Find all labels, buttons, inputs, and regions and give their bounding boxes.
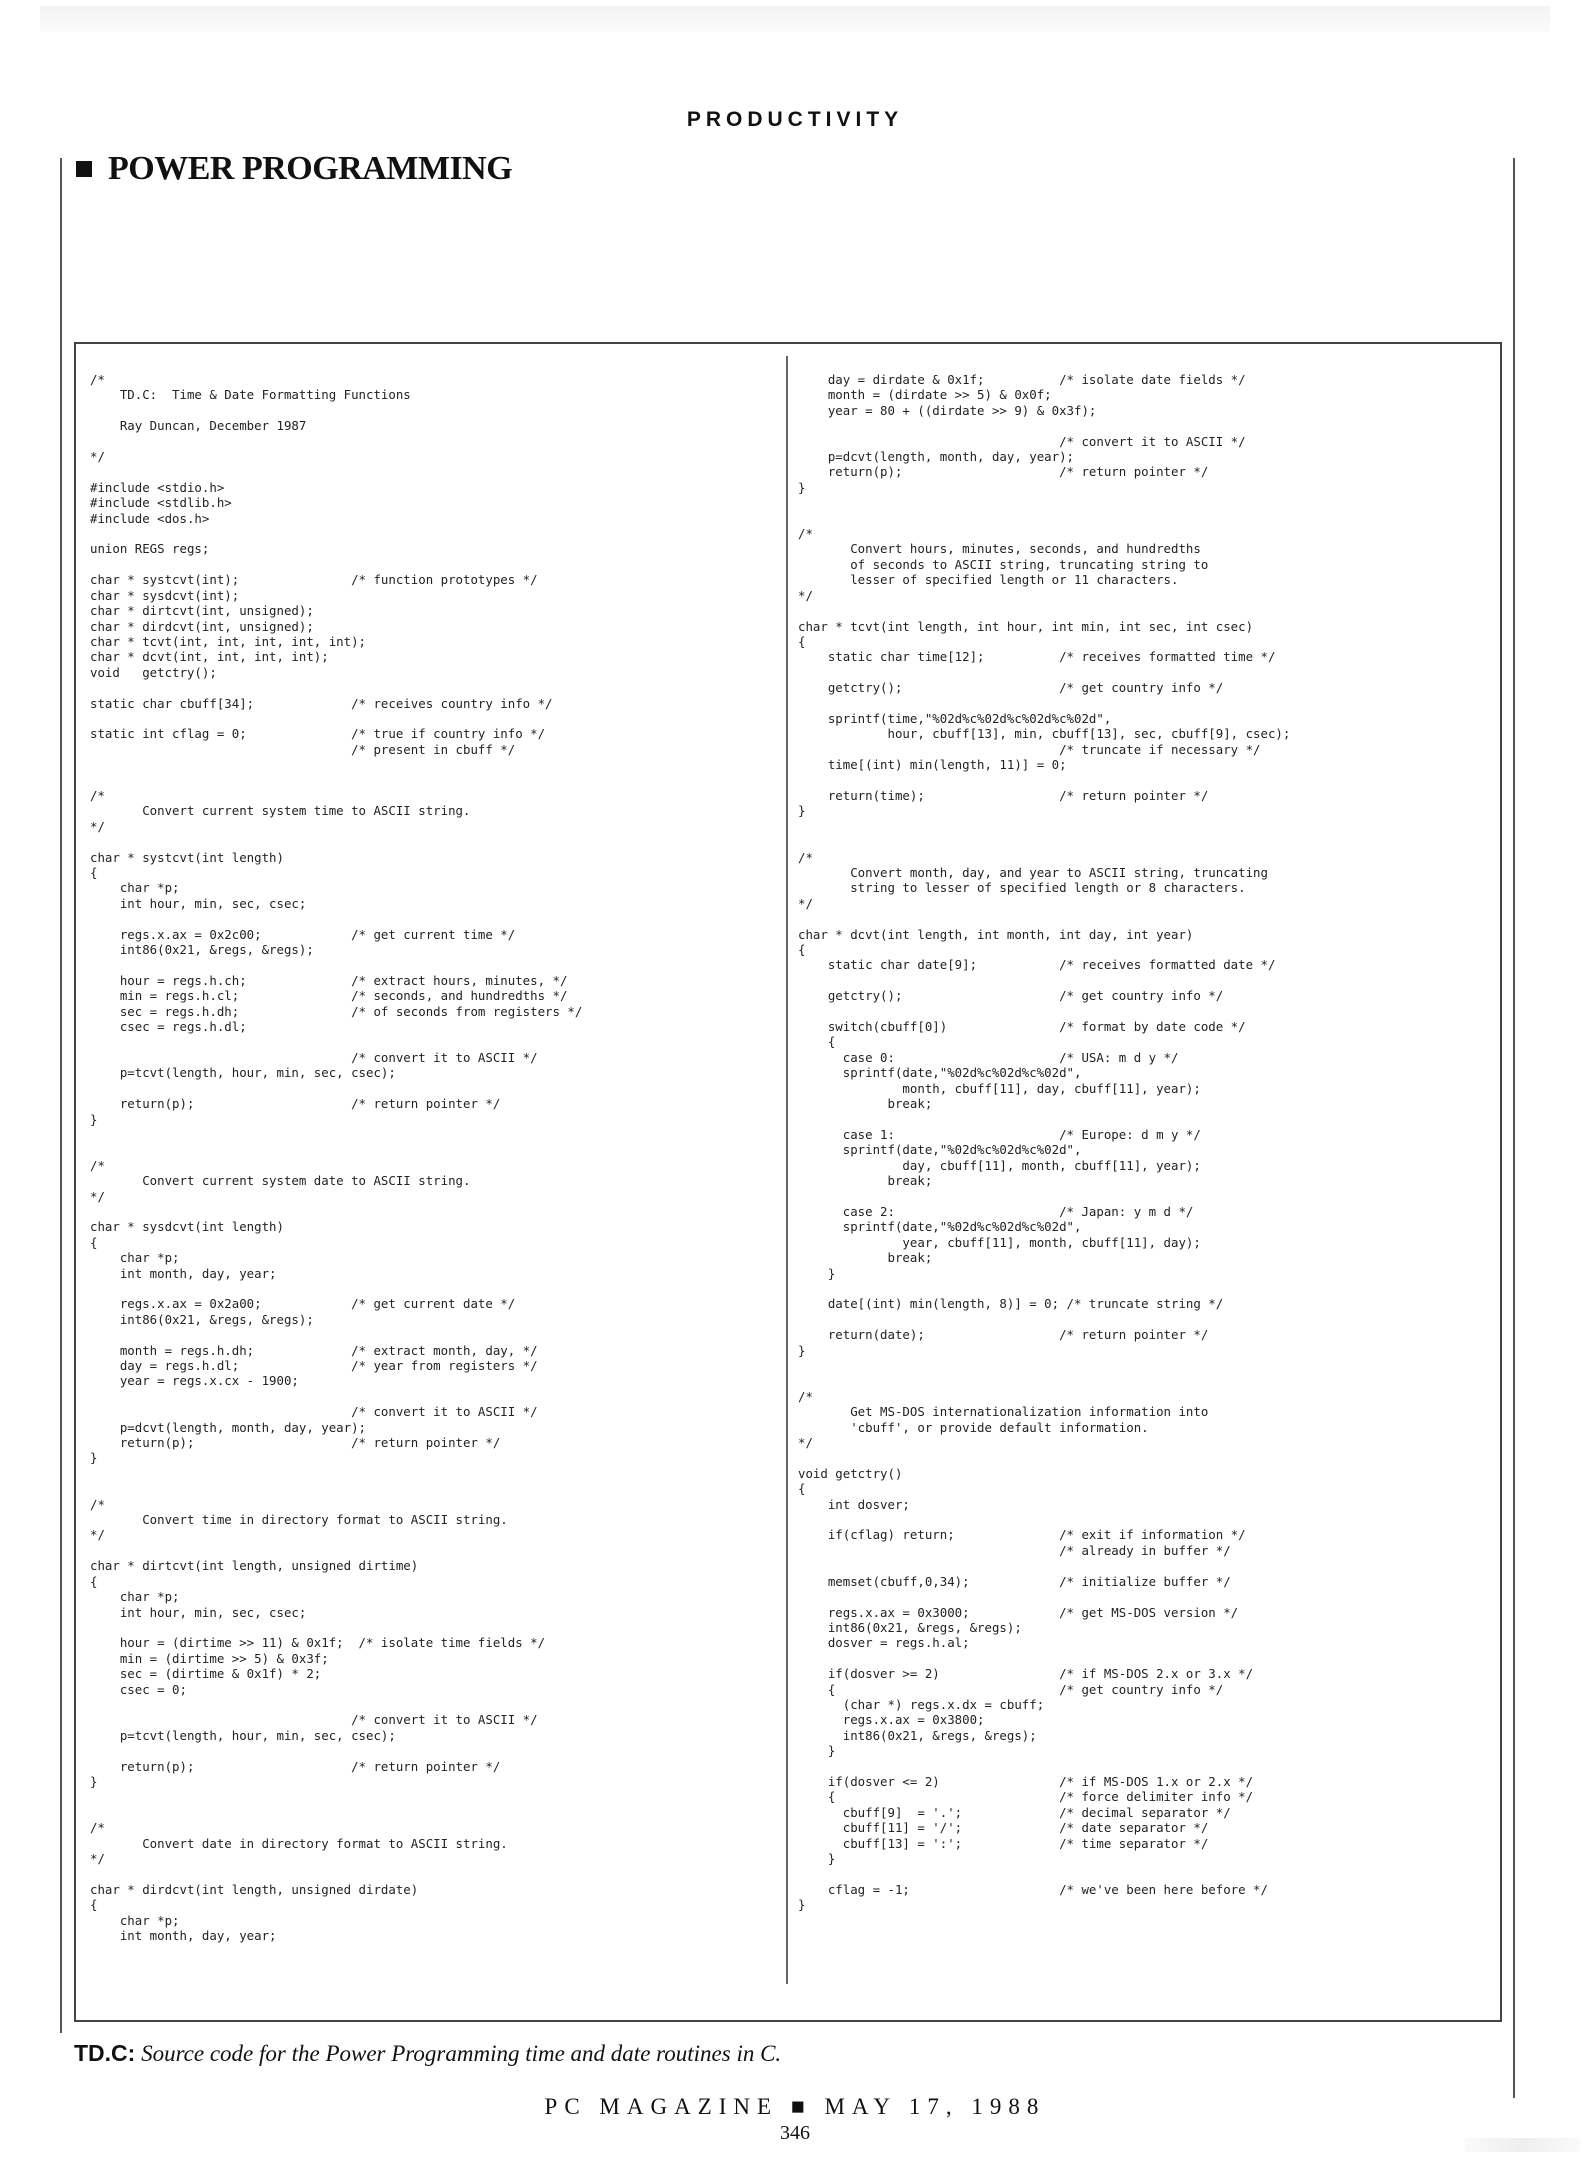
publication-footer: PC MAGAZINE ■ MAY 17, 1988 (544, 2094, 1046, 2119)
article-heading (76, 150, 512, 188)
left-rule (60, 158, 62, 2033)
code-column-right: day = dirdate & 0x1f; /* isolate date fields */ month = (dirdate >> 5) & 0x0f; year = 80 + ((dirdate >> 9) & 0x3f); /* convert it to ASCII */ p=dcvt(length, month, day, year); return(p); /* return pointer */ } /* Convert hours, minutes, seconds, and hundredths of seconds to ASCII string, truncating string to lesser of specified length or 11 characters. */ char * tcvt(int length, int hour, int min, int sec, int csec) { static char time[12]; /* receives formatted time */ getctry(); /* get country info */ sprintf(time,"%02d%c%02d%c%02d%c%02d", hour, cbuff[13], min, cbuff[13], sec, cbuff[9], csec); /* truncate if necessary */ time[(int) min(length, 11)] = 0; return(time); /* return pointer */ } /* Convert month, day, and year to ASCII string, truncating string to lesser of specified length or 8 characters. */ char * dcvt(int length, int month, int day, int year) { static char date[9]; /* receives formatted date */ getctry(); /* get country info */ switch(cbuff[0]) /* format by date code */ { case 0: /* USA: m d y */ sprintf(date,"%02d%c%02d%c%02d", month, cbuff[11], day, cbuff[11], year); break; case 1: /* Europe: d m y */ sprintf(date,"%02d%c%02d%c%02d", day, cbuff[11], month, cbuff[11], year); break; case 2: /* Japan: y m d */ sprintf(date,"%02d%c%02d%c%02d", year, cbuff[11], month, cbuff[11], day); break; } date[(int) min(length, 8)] = 0; /* truncate string */ return(date); /* return pointer */ } /* Get MS-DOS internationalization information into 'cbuff', or provide default information. */ void getctry() { int dosver; if(cflag) return; /* exit if information */ /* already in buffer */ memset(cbuff,0,34); /* initialize buffer */ regs.x.ax = 0x3000; /* get MS-DOS version */ int86(0x21, &regs, &regs); dosver = regs.h.al; if(dosver >= 2) /* if MS-DOS 2.x or 3.x */ { /* get country info */ (char *) regs.x.dx = cbuff; regs.x.ax = 0x3800; int86(0x21, &regs, &regs); } if(dosver <= 2) /* if MS-DOS 1.x or 2.x */ { /* force delimiter info */ cbuff[9] = '.'; /* decimal separator */ cbuff[11] = '/'; /* date separator */ cbuff[13] = ':'; /* time separator */ } cflag = -1; /* we've been here before */ } (798, 372, 1291, 1913)
column-divider (786, 356, 788, 1984)
article-title: POWER PROGRAMMING (108, 150, 513, 187)
figure-caption (74, 2040, 781, 2067)
caption-label: TD.C: (74, 2040, 136, 2066)
square-bullet-icon (76, 161, 92, 177)
page-number: 346 (780, 2122, 810, 2144)
section-label: PRODUCTIVITY (686, 108, 904, 131)
scan-edge (40, 6, 1550, 32)
scan-mark (1465, 2138, 1580, 2152)
right-rule (1513, 158, 1515, 2098)
code-column-left: /* TD.C: Time & Date Formatting Functions Ray Duncan, December 1987 */ #include <stdio.h> #include <stdlib.h> #include <dos.h> union REGS regs; char * systcvt(int); /* function prototypes */ char * sysdcvt(int); char * dirtcvt(int, unsigned); char * dirdcvt(int, unsigned); char * tcvt(int, int, int, int, int); char * dcvt(int, int, int, int); void getctry(); static char cbuff[34]; /* receives country info */ static int cflag = 0; /* true if country info */ /* present in cbuff */ /* Convert current system time to ASCII string. */ char * systcvt(int length) { char *p; int hour, min, sec, csec; regs.x.ax = 0x2c00; /* get current time */ int86(0x21, &regs, &regs); hour = regs.h.ch; /* extract hours, minutes, */ min = regs.h.cl; /* seconds, and hundredths */ sec = regs.h.dh; /* of seconds from registers */ csec = regs.h.dl; /* convert it to ASCII */ p=tcvt(length, hour, min, sec, csec); return(p); /* return pointer */ } /* Convert current system date to ASCII string. */ char * sysdcvt(int length) { char *p; int month, day, year; regs.x.ax = 0x2a00; /* get current date */ int86(0x21, &regs, &regs); month = regs.h.dh; /* extract month, day, */ day = regs.h.dl; /* year from registers */ year = regs.x.cx - 1900; /* convert it to ASCII */ p=dcvt(length, month, day, year); return(p); /* return pointer */ } /* Convert time in directory format to ASCII string. */ char * dirtcvt(int length, unsigned dirtime) { char *p; int hour, min, sec, csec; hour = (dirtime >> 11) & 0x1f; /* isolate time fields */ min = (dirtime >> 5) & 0x3f; sec = (dirtime & 0x1f) * 2; csec = 0; /* convert it to ASCII */ p=tcvt(length, hour, min, sec, csec); return(p); /* return pointer */ } /* Convert date in directory format to ASCII string. */ char * dirdcvt(int length, unsigned dirdate) { char *p; int month, day, year; (90, 372, 583, 1944)
caption-text: Source code for the Power Programming time and date routines in C. (141, 2041, 782, 2066)
